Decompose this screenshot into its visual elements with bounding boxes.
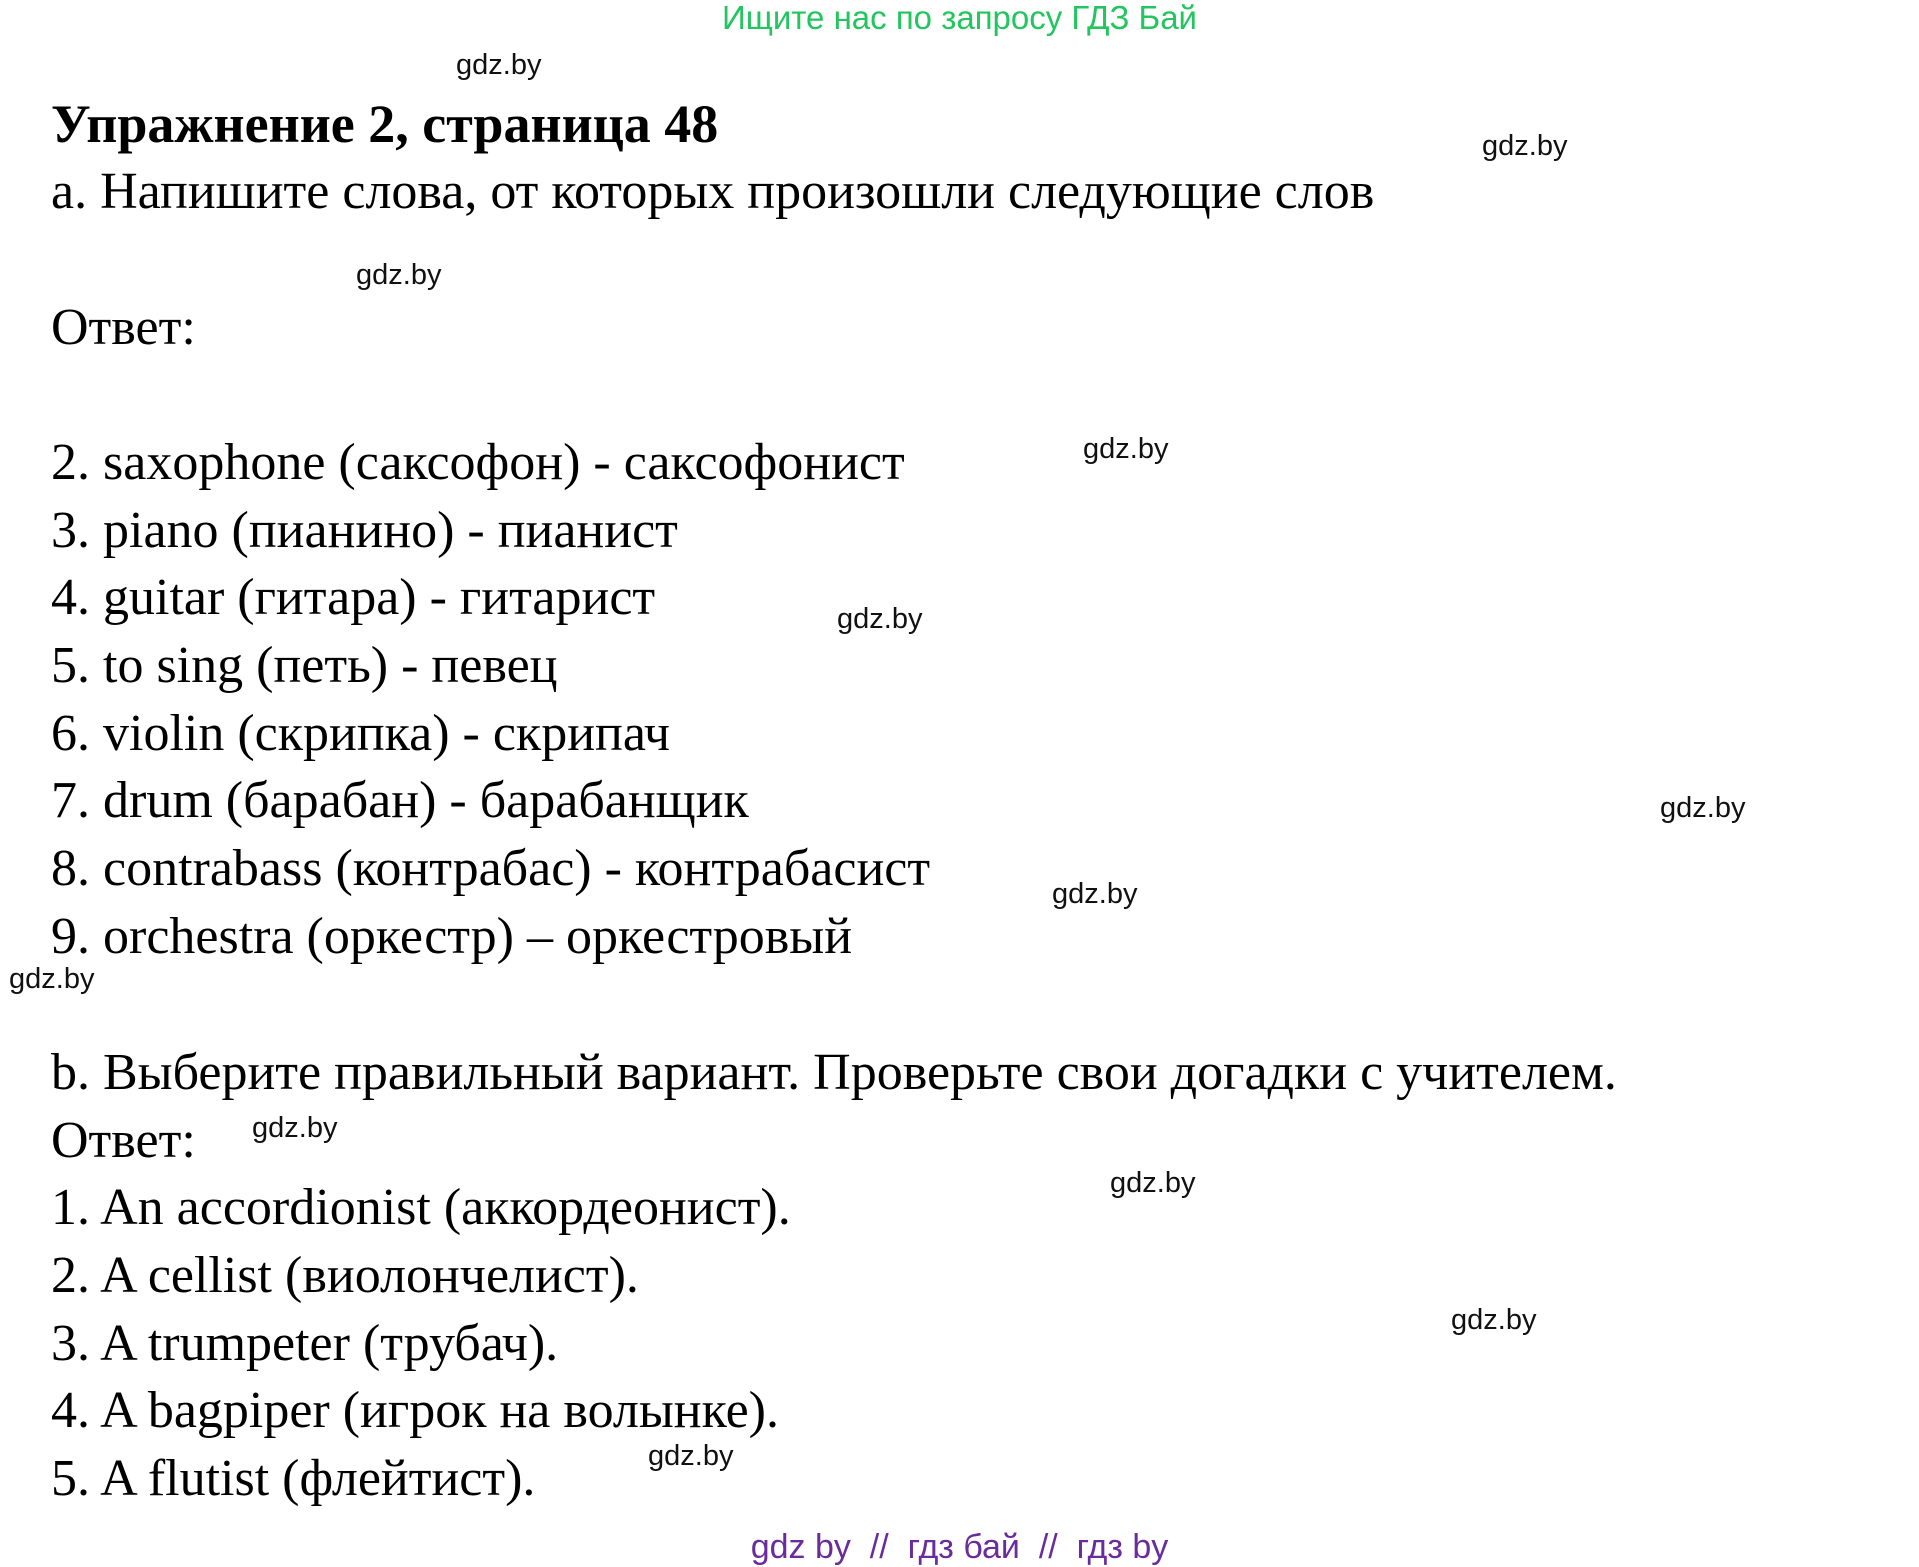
list-item: 2. A cellist (виолончелист). — [51, 1247, 639, 1304]
list-item: 3. piano (пианино) - пианист — [51, 502, 678, 559]
watermark: gdz.by — [1083, 433, 1169, 465]
list-item: 3. A trumpeter (трубач). — [51, 1315, 559, 1372]
watermark: gdz.by — [1110, 1167, 1196, 1199]
list-item: 6. violin (скрипка) - скрипач — [51, 705, 670, 762]
part-a-instruction: a. Напишите слова, от которых произошли следующие слов — [51, 163, 1375, 220]
part-b-instruction: b. Выберите правильный вариант. Проверьте свои догадки с учителем. — [51, 1044, 1617, 1101]
list-item: 7. drum (барабан) - барабанщик — [51, 772, 749, 829]
search-banner: Ищите нас по запросу ГДЗ Бай — [722, 0, 1197, 36]
part-a-answer-label: Ответ: — [51, 299, 196, 356]
list-item: 9. orchestra (оркестр) – оркестровый — [51, 908, 853, 965]
watermark: gdz.by — [837, 603, 923, 635]
part-b-answer-label: Ответ: — [51, 1112, 196, 1169]
watermark: gdz.by — [1451, 1304, 1537, 1336]
watermark: gdz.by — [1660, 792, 1746, 824]
watermark: gdz.by — [1482, 130, 1568, 162]
list-item: 2. saxophone (саксофон) - саксофонист — [51, 434, 905, 491]
list-item: 8. contrabass (контрабас) - контрабасист — [51, 840, 931, 897]
watermark: gdz.by — [9, 963, 95, 995]
watermark: gdz.by — [1052, 878, 1138, 910]
list-item: 5. to sing (петь) - певец — [51, 637, 558, 694]
list-item: 5. A flutist (флейтист). — [51, 1450, 536, 1507]
watermark: gdz.by — [648, 1440, 734, 1472]
footer-links: gdz by // гдз бай // гдз by — [750, 1528, 1169, 1566]
page-title: Упражнение 2, страница 48 — [51, 94, 719, 154]
list-item: 4. guitar (гитара) - гитарист — [51, 569, 656, 626]
watermark: gdz.by — [252, 1112, 338, 1144]
watermark: gdz.by — [356, 259, 442, 291]
list-item: 1. An accordionist (аккордеонист). — [51, 1179, 791, 1236]
watermark: gdz.by — [456, 49, 542, 81]
list-item: 4. A bagpiper (игрок на волынке). — [51, 1382, 779, 1439]
